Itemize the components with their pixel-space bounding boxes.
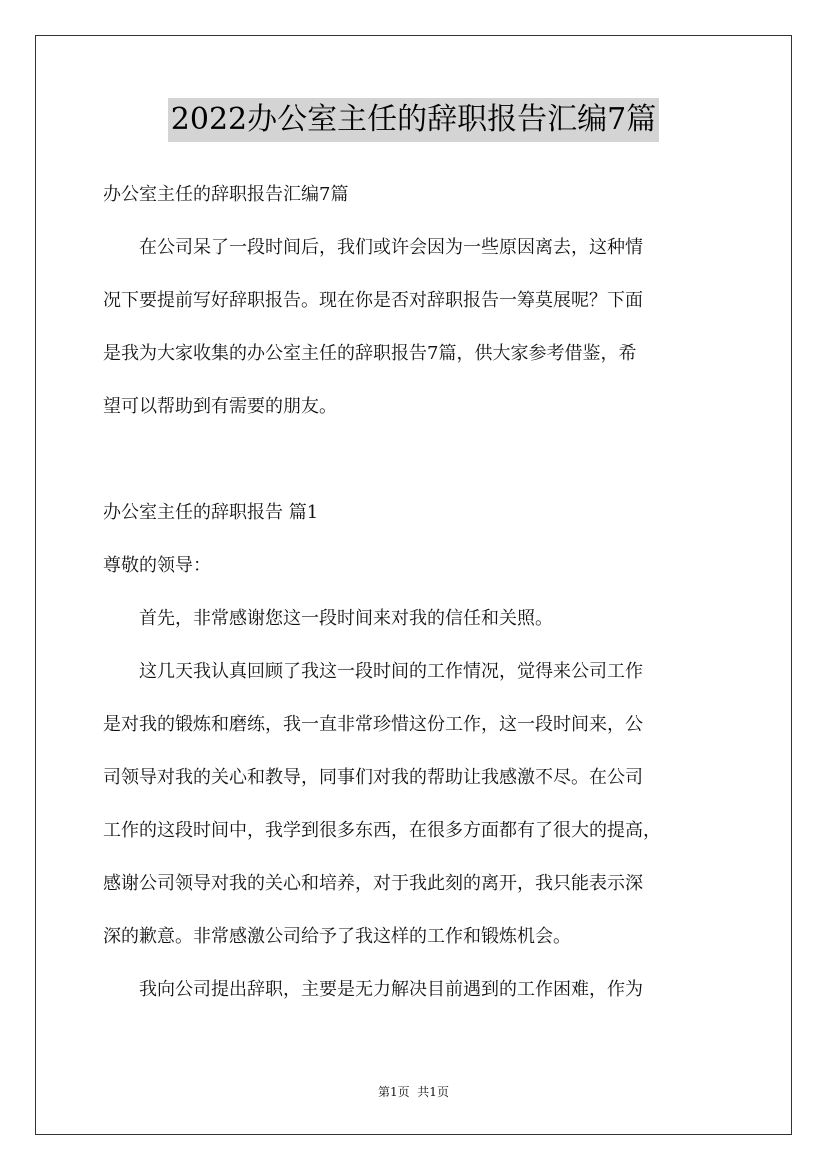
body-line: 这几天我认真回顾了我这一段时间的工作情况，觉得来公司工作 — [103, 661, 643, 682]
body-line: 是对我的锻炼和磨练，我一直非常珍惜这份工作，这一段时间来，公 — [103, 714, 643, 735]
body-line: 工作的这段时间中，我学到很多东西，在很多方面都有了很大的提高， — [103, 820, 661, 841]
section-heading: 办公室主任的辞职报告 篇1 — [103, 502, 319, 523]
body-line: 首先，非常感谢您这一段时间来对我的信任和关照。 — [103, 608, 553, 629]
body-line: 感谢公司领导对我的关心和培养，对于我此刻的离开，我只能表示深 — [103, 873, 643, 894]
document-body — [103, 168, 727, 1016]
document-title: 2022办公室主任的辞职报告汇编7篇 — [168, 98, 659, 142]
body-line: 望可以帮助到有需要的朋友。 — [103, 396, 337, 417]
body-line: 深的歉意。非常感激公司给予了我这样的工作和锻炼机会。 — [103, 926, 571, 947]
body-line: 在公司呆了一段时间后，我们或许会因为一些原因离去，这种情 — [103, 237, 643, 258]
body-line: 是我为大家收集的办公室主任的辞职报告7篇，供大家参考借鉴，希 — [103, 343, 637, 364]
title-wrap — [0, 98, 827, 142]
page-footer: 第1页 共1页 — [378, 1085, 449, 1099]
paragraph-gap — [103, 433, 727, 486]
salutation: 尊敬的领导： — [103, 555, 211, 576]
body-line: 司领导对我的关心和教导，同事们对我的帮助让我感激不尽。在公司 — [103, 767, 643, 788]
body-line: 我向公司提出辞职，主要是无力解决目前遇到的工作困难，作为 — [103, 979, 643, 1000]
body-line: 办公室主任的辞职报告汇编7篇 — [103, 184, 349, 205]
body-line: 况下要提前写好辞职报告。现在你是否对辞职报告一筹莫展呢？下面 — [103, 290, 643, 311]
